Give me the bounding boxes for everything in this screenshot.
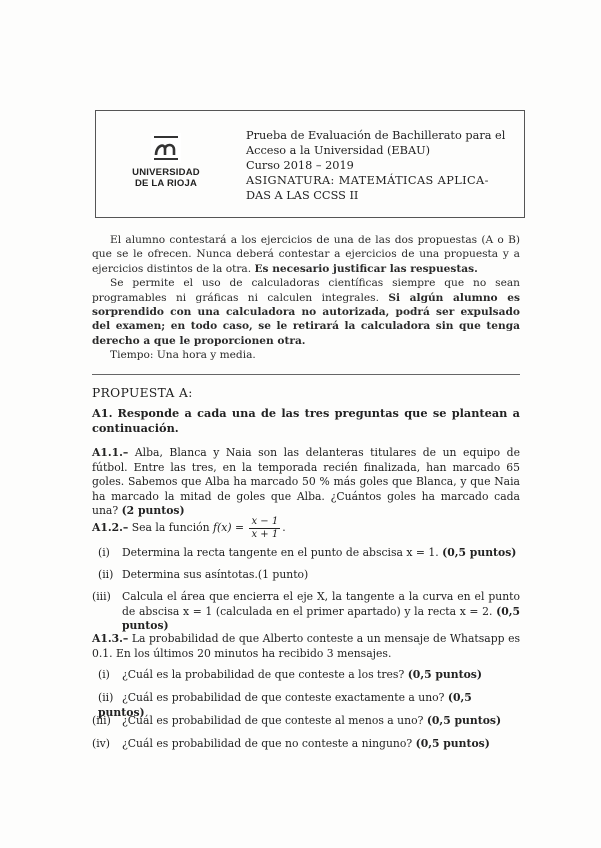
instruction-2-bold: Si algún alumno es sorprendido con una calculadora no autorizada, podrá ser expulsado del examen; en todo caso, se le retirará la calculadora sin que tenga derecho a que le proporcionen otra. — [92, 291, 520, 347]
question-a1-1 — [92, 446, 520, 519]
item-text: Determina la recta tangente en el punto de abscisa x = 1. — [122, 546, 439, 559]
question-a1-3-label: A1.3.– — [92, 632, 129, 645]
instructions — [92, 233, 520, 363]
item-text: Calcula el área que encierra el eje X, la tangente a la curva en el punto de abscisa x = 1 (calculada en el primer apartado) y la recta x = 2. — [122, 590, 520, 618]
instruction-1-bold: Es necesario justificar las respuestas. — [254, 262, 478, 275]
item-points: (0,5 puntos) — [98, 691, 472, 719]
question-a1 — [92, 406, 520, 436]
item-number: (i) — [98, 546, 110, 559]
question-a1-2-ii — [98, 568, 520, 583]
item-text: ¿Cuál es probabilidad de que no conteste a ninguno? — [122, 737, 413, 750]
item-number: (i) — [98, 668, 110, 681]
exam-heading — [246, 128, 518, 203]
item-text: ¿Cuál es probabilidad de que conteste exactamente a uno? — [122, 691, 445, 704]
item-text: ¿Cuál es la probabilidad de que conteste a los tres? — [122, 668, 405, 681]
heading-line2: Acceso a la Universidad (EBAU) — [246, 144, 431, 157]
question-a1-2-label: A1.2.– — [92, 521, 129, 534]
question-a1-3-text: La probabilidad de que Alberto conteste a un mensaje de Whatsapp es 0.1. En los últimos 20 minutos ha recibido 3 mensajes. — [92, 632, 520, 660]
question-a1-1-points: (2 puntos) — [121, 504, 185, 518]
question-a1-3 — [92, 632, 520, 661]
question-a1-1-text: Alba, Blanca y Naia son las delanteras titulares de un equipo de fútbol. Entre las tres, en la temporada recién finalizada, han marcado 65 goles. Sabemos que Alba ha marcado 50 % más goles que Blanca, y que Naia ha marcado la mitad de goles que Alba. ¿Cuántos goles ha marcado cada una? — [92, 446, 520, 518]
question-a1-3-i — [98, 668, 520, 683]
heading-course: Curso 2018 – 2019 — [246, 159, 354, 172]
item-text: Determina sus asíntotas. — [122, 568, 258, 581]
item-number: (ii) — [98, 691, 114, 704]
instruction-1-text: El alumno contestará a los ejercicios de una de las dos propuestas (A o B) que se le ofrecen. Nunca deberá contestar a ejercicios de una propuesta y a ejercicios distintos de la otra. — [92, 234, 520, 275]
function-fraction — [249, 516, 280, 541]
question-a1-1-label: A1.1.– — [92, 446, 129, 459]
item-text: ¿Cuál es probabilidad de que conteste al menos a uno? — [122, 714, 424, 727]
proposal-title: PROPUESTA A: — [92, 386, 193, 400]
item-points: (0,5 puntos) — [426, 714, 502, 727]
item-number: (ii) — [98, 568, 114, 581]
question-a1-3-iv — [92, 737, 520, 752]
university-name-line1: UNIVERSIDAD — [132, 167, 200, 178]
instruction-2-text: Se permite el uso de calculadoras científicas siempre que no sean programables ni gráficas ni calculen integrales. — [92, 277, 520, 304]
divider — [92, 374, 520, 375]
item-points: (0,5 puntos) — [415, 737, 490, 750]
function-name: f(x) = — [213, 521, 245, 534]
instruction-paragraph-3: Tiempo: Una hora y media. — [110, 349, 256, 362]
fraction-numerator: x − 1 — [251, 515, 279, 527]
function-end: . — [282, 521, 286, 534]
heading-line1: Prueba de Evaluación de Bachillerato para el — [246, 129, 506, 142]
fraction-denominator: x + 1 — [251, 528, 279, 540]
question-a1-2-i — [98, 546, 520, 561]
item-points: (0,5 puntos) — [122, 604, 520, 633]
item-points: (1 punto) — [257, 568, 309, 581]
item-points: (0,5 puntos) — [442, 546, 517, 559]
question-a1-label: A1. — [92, 406, 113, 420]
question-a1-2-iii — [92, 590, 520, 634]
question-a1-text: Responde a cada una de las tres preguntas que se plantean a continuación. — [92, 406, 520, 435]
item-number: (iii) — [92, 590, 111, 603]
item-number: (iv) — [92, 737, 110, 750]
university-emblem-icon — [151, 133, 181, 163]
instruction-paragraph-2 — [92, 276, 520, 348]
question-a1-2 — [92, 514, 520, 542]
university-name-line2: DE LA RIOJA — [134, 178, 198, 189]
instruction-paragraph-1 — [92, 233, 520, 276]
item-number: (iii) — [92, 714, 111, 727]
question-a1-3-iii — [92, 714, 520, 729]
header-box — [95, 110, 525, 218]
question-a1-2-intro: Sea la función — [131, 521, 210, 534]
university-logo — [118, 133, 214, 203]
heading-subject: ASIGNATURA: MATEMÁTICAS APLICA- — [246, 174, 489, 187]
item-points: (0,5 puntos) — [407, 668, 482, 681]
heading-subject-cont: DAS A LAS CCSS II — [246, 189, 359, 202]
